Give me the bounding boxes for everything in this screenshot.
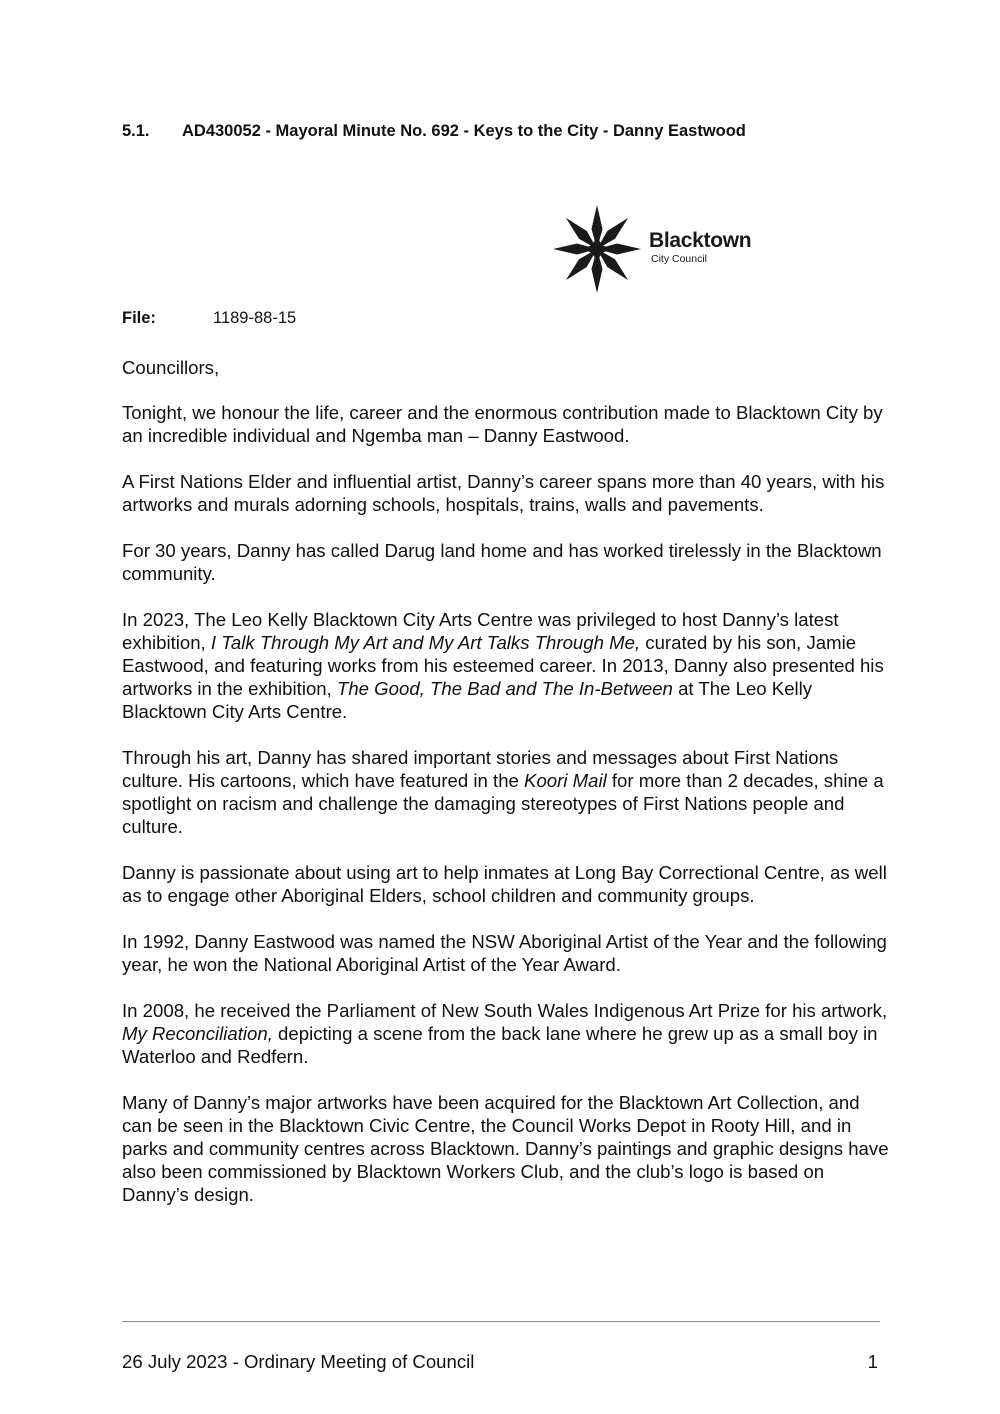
council-logo bbox=[545, 196, 767, 302]
eight-point-star-icon bbox=[549, 201, 645, 297]
item-number: 5.1. bbox=[122, 122, 150, 140]
item-heading bbox=[122, 122, 746, 141]
paragraph-5-text-c: for more than 2 decades, shine a spotlight on racism and challenge the damaging stereotypes of First Nations people and culture. bbox=[122, 770, 884, 837]
logo-wordmark: Blacktown bbox=[649, 229, 752, 252]
paragraph-5 bbox=[122, 746, 892, 838]
footer-divider bbox=[122, 1321, 880, 1322]
paragraph-1: Tonight, we honour the life, career and the enormous contribution made to Blacktown City by an incredible individual and Ngemba man – Danny Eastwood. bbox=[122, 402, 883, 446]
paragraph-4 bbox=[122, 608, 892, 723]
paragraph-6: Danny is passionate about using art to help inmates at Long Bay Correctional Centre, as well as to engage other Aboriginal Elders, school children and community groups. bbox=[122, 862, 887, 906]
paragraph-5-text-a: Through his art, Danny has shared important stories and messages about First Nations culture. His cartoons, which have featured in the bbox=[122, 747, 839, 791]
exhibition-title-2013: The Good, The Bad and The In-Between bbox=[336, 678, 673, 699]
paragraph-4-text-a: In 2023, The Leo Kelly Blacktown City Arts Centre was privileged to host Danny’s latest exhibition, bbox=[122, 609, 839, 653]
publication-title: Koori Mail bbox=[524, 770, 607, 791]
footer-meeting: 26 July 2023 - Ordinary Meeting of Council bbox=[122, 1351, 475, 1372]
paragraph-8-text-a: In 2008, he received the Parliament of New South Wales Indigenous Art Prize for his artwork, bbox=[122, 1000, 888, 1021]
file-number: 1189-88-15 bbox=[213, 309, 297, 327]
file-reference bbox=[122, 309, 296, 328]
exhibition-title-2023: I Talk Through My Art and My Art Talks Through Me, bbox=[210, 632, 641, 653]
page-number: 1 bbox=[867, 1351, 878, 1372]
artwork-title: My Reconciliation, bbox=[122, 1023, 273, 1044]
item-title: AD430052 - Mayoral Minute No. 692 - Keys to the City - Danny Eastwood bbox=[182, 122, 746, 140]
paragraph-9: Many of Danny’s major artworks have been acquired for the Blacktown Art Collection, and can be seen in the Blacktown Civic Centre, the Council Works Depot in Rooty Hill, and in parks and community centres across Blacktown. Danny’s paintings and graphic designs have also been commissioned by Blacktown Workers Club, and the club’s logo is based on Danny’s design. bbox=[122, 1092, 889, 1205]
paragraph-8 bbox=[122, 999, 892, 1068]
paragraph-8-text-c: depicting a scene from the back lane where he grew up as a small boy in Waterloo and Redfern. bbox=[122, 1023, 878, 1067]
paragraph-2: A First Nations Elder and influential artist, Danny’s career spans more than 40 years, with his artworks and murals adorning schools, hospitals, trains, walls and pavements. bbox=[122, 471, 885, 515]
paragraph-4-text-c: curated by his son, Jamie Eastwood, and featuring works from his esteemed career. In 2013, Danny also presented his artworks in the exhibition, bbox=[122, 632, 884, 699]
paragraph-4-text-e: at The Leo Kelly Blacktown City Arts Centre. bbox=[122, 678, 813, 722]
minute-body bbox=[122, 356, 892, 1229]
file-label: File: bbox=[122, 309, 156, 327]
paragraph-7: In 1992, Danny Eastwood was named the NSW Aboriginal Artist of the Year and the following year, he won the National Aboriginal Artist of the Year Award. bbox=[122, 931, 887, 975]
greeting: Councillors, bbox=[122, 357, 220, 378]
logo-subwordmark: City Council bbox=[651, 253, 708, 265]
paragraph-3: For 30 years, Danny has called Darug land home and has worked tirelessly in the Blacktown community. bbox=[122, 540, 882, 584]
